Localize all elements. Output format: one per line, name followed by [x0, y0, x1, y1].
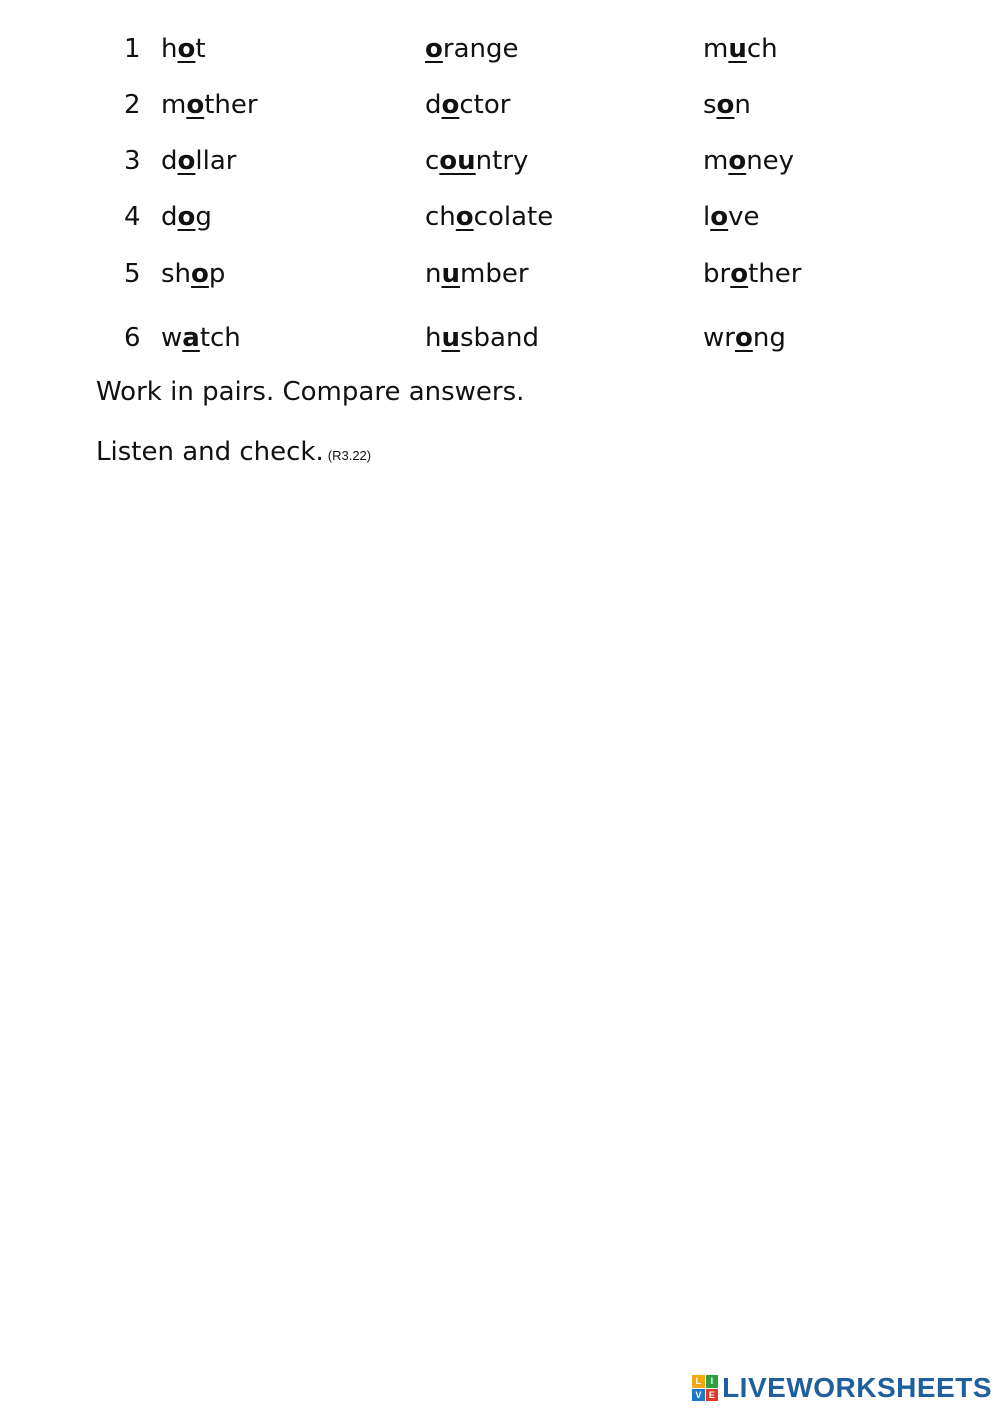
underlined-sound: o: [186, 90, 205, 120]
row-number: 5: [124, 259, 141, 289]
word-part: ch: [746, 34, 778, 64]
word-part: ch: [425, 202, 456, 232]
word-part: colate: [473, 202, 554, 232]
row-number: 2: [124, 90, 141, 120]
word-part: p: [208, 259, 226, 289]
word: [425, 29, 518, 69]
word: [161, 197, 212, 237]
word-part: d: [425, 90, 442, 120]
word-part: llar: [195, 146, 237, 176]
word: [703, 318, 786, 358]
word: [703, 254, 801, 294]
word-part: ntry: [475, 146, 529, 176]
underlined-sound: u: [441, 323, 460, 353]
underlined-sound: o: [177, 34, 196, 64]
instruction-listen: [96, 434, 371, 474]
row-number: 6: [124, 323, 141, 353]
word: [703, 141, 794, 181]
word-part: m: [703, 34, 729, 64]
instruction-listen-text: Listen and check.: [96, 437, 324, 467]
word-part: g: [195, 202, 212, 232]
word-part: range: [442, 34, 519, 64]
audio-reference: (R3.22): [327, 448, 372, 463]
word-part: ctor: [459, 90, 511, 120]
word-part: t: [195, 34, 206, 64]
underlined-sound: ou: [439, 146, 476, 176]
word: [161, 29, 206, 69]
logo-letter: V: [692, 1389, 705, 1402]
underlined-sound: o: [425, 34, 443, 64]
word: [161, 141, 236, 181]
underlined-sound: o: [734, 323, 753, 353]
word-row: [0, 254, 1000, 294]
word: [161, 318, 241, 358]
word-row: [0, 141, 1000, 181]
underlined-sound: o: [441, 90, 460, 120]
word-part: n: [734, 90, 751, 120]
word-part: sband: [460, 323, 539, 353]
underlined-sound: o: [191, 259, 209, 289]
word: [161, 85, 258, 125]
word-part: ney: [746, 146, 795, 176]
word-part: ve: [728, 202, 760, 232]
word: [703, 85, 751, 125]
word-row: [0, 318, 1000, 358]
word: [425, 197, 553, 237]
word-row: [0, 29, 1000, 69]
word-part: ther: [204, 90, 258, 120]
word-part: c: [425, 146, 440, 176]
word: [425, 85, 510, 125]
underlined-sound: o: [455, 202, 474, 232]
word: [703, 197, 760, 237]
word: [703, 29, 778, 69]
logo-icon: [692, 1375, 718, 1401]
underlined-sound: u: [441, 259, 460, 289]
underlined-sound: o: [728, 146, 747, 176]
word-part: ther: [748, 259, 802, 289]
word: [425, 141, 528, 181]
word-row: [0, 197, 1000, 237]
word: [425, 254, 529, 294]
row-number: 4: [124, 202, 141, 232]
underlined-sound: o: [177, 146, 196, 176]
underlined-sound: o: [710, 202, 729, 232]
word: [161, 254, 225, 294]
underlined-sound: u: [728, 34, 747, 64]
underlined-sound: o: [716, 90, 735, 120]
liveworksheets-logo: [692, 1371, 992, 1405]
word-part: d: [161, 146, 178, 176]
word-part: h: [161, 34, 178, 64]
word-row: [0, 85, 1000, 125]
underlined-sound: o: [177, 202, 196, 232]
logo-letter: L: [692, 1375, 705, 1388]
logo-letter: E: [706, 1389, 719, 1402]
word-part: br: [703, 259, 731, 289]
word-part: wr: [703, 323, 735, 353]
word: [425, 318, 539, 358]
row-number: 3: [124, 146, 141, 176]
row-number: 1: [124, 34, 141, 64]
logo-letter: I: [706, 1375, 719, 1388]
word-part: ng: [752, 323, 786, 353]
word-part: s: [703, 90, 717, 120]
word-part: sh: [161, 259, 192, 289]
underlined-sound: a: [182, 323, 200, 353]
word-part: d: [161, 202, 178, 232]
word-part: l: [703, 202, 711, 232]
word-part: n: [425, 259, 442, 289]
logo-text: LIVEWORKSHEETS: [722, 1372, 992, 1403]
word-part: w: [161, 323, 183, 353]
word-part: tch: [199, 323, 241, 353]
word-part: m: [703, 146, 729, 176]
word-part: mber: [460, 259, 529, 289]
instruction-pairs: Work in pairs. Compare answers.: [96, 377, 525, 407]
underlined-sound: o: [730, 259, 749, 289]
word-part: m: [161, 90, 187, 120]
word-part: h: [425, 323, 442, 353]
